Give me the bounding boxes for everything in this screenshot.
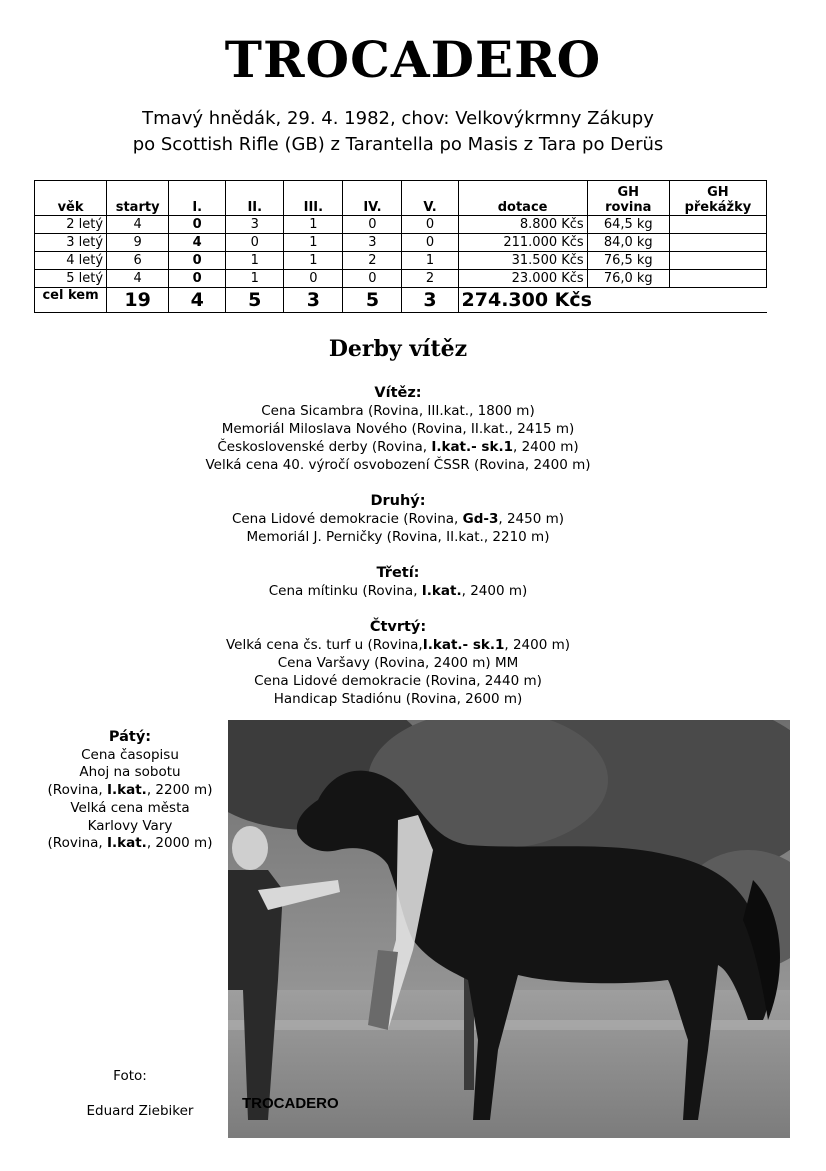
col-header-age: věk	[35, 181, 107, 216]
horse-photo-illustration	[228, 720, 790, 1138]
fifth-heading: Pátý:	[108, 729, 152, 745]
fourth-race: Velká cena čs. turf u (Rovina,I.kat.- sk.1, 2400 m)	[225, 637, 571, 653]
table-header-row	[35, 181, 767, 216]
photo-credit-name: Eduard Ziebiker	[86, 1103, 194, 1119]
fourth-race: Handicap Stadiónu (Rovina, 2600 m)	[273, 691, 523, 707]
col-header-fifth: V.	[402, 181, 458, 216]
winner-race: Velká cena 40. výročí osvobození ČSSR (Rovina, 2400 m)	[205, 457, 591, 473]
col-header-starts: starty	[107, 181, 169, 216]
col-header-prize: dotace	[458, 181, 587, 216]
table-row: 4 letý 6 0 1 1 2 1 31.500 Kčs 76,5 kg	[35, 252, 767, 270]
table-row: 5 letý 4 0 1 0 0 2 23.000 Kčs 76,0 kg	[35, 270, 767, 288]
table-total-row: cel kem 19 4 5 3 5 3 274.300 Kčs	[35, 288, 767, 313]
fourth-race: Cena Varšavy (Rovina, 2400 m) MM	[277, 655, 519, 671]
col-header-second: II.	[226, 181, 284, 216]
winner-race: Memoriál Miloslava Nového (Rovina, II.kat., 2415 m)	[221, 421, 575, 437]
third-heading: Třetí:	[376, 565, 420, 581]
photo-credit-label: Foto:	[113, 1068, 147, 1084]
horse-photo	[228, 720, 790, 1138]
second-heading: Druhý:	[370, 493, 426, 509]
fourth-race: Cena Lidové demokracie (Rovina, 2440 m)	[254, 673, 542, 689]
col-header-gh-flat: GH rovina	[587, 181, 669, 216]
photo-caption: TROCADERO	[242, 1095, 339, 1112]
table-row: 3 letý 9 4 0 1 3 0 211.000 Kčs 84,0 kg	[35, 234, 767, 252]
horse-name-title: TROCADERO	[224, 30, 602, 89]
fifth-place-block: Pátý: Cena časopisu Ahoj na sobotu (Rovina, I.kat., 2200 m) Velká cena města Karlovy Vary (Rovina, I.kat., 2000 m)	[30, 729, 230, 853]
col-header-gh-jump: GH překážky	[669, 181, 766, 216]
subtitle-line-1: Tmavý hnědák, 29. 4. 1982, chov: Velkovýkrmny Zákupy	[142, 108, 654, 129]
race-statistics-table	[34, 180, 767, 313]
winner-race-derby: Československé derby (Rovina, I.kat.- sk.1, 2400 m)	[217, 439, 579, 455]
subtitle-line-2: po Scottish Rifle (GB) z Tarantella po Masis z Tara po Derüs	[132, 134, 664, 155]
third-race: Cena mítinku (Rovina, I.kat., 2400 m)	[268, 583, 528, 599]
col-header-third: III.	[284, 181, 343, 216]
second-race: Cena Lidové demokracie (Rovina, Gd-3, 2450 m)	[231, 511, 565, 527]
derby-winner-heading: Derby vítěz	[328, 336, 468, 362]
winner-race: Cena Sicambra (Rovina, III.kat., 1800 m)	[261, 403, 535, 419]
col-header-first: I.	[169, 181, 226, 216]
fourth-heading: Čtvrtý:	[369, 619, 427, 635]
winner-heading: Vítěz:	[374, 385, 422, 401]
table-row: 2 letý 4 0 3 1 0 0 8.800 Kčs 64,5 kg	[35, 216, 767, 234]
race-results	[0, 384, 796, 708]
second-race: Memoriál J. Perničky (Rovina, II.kat., 2210 m)	[246, 529, 550, 545]
col-header-fourth: IV.	[343, 181, 402, 216]
